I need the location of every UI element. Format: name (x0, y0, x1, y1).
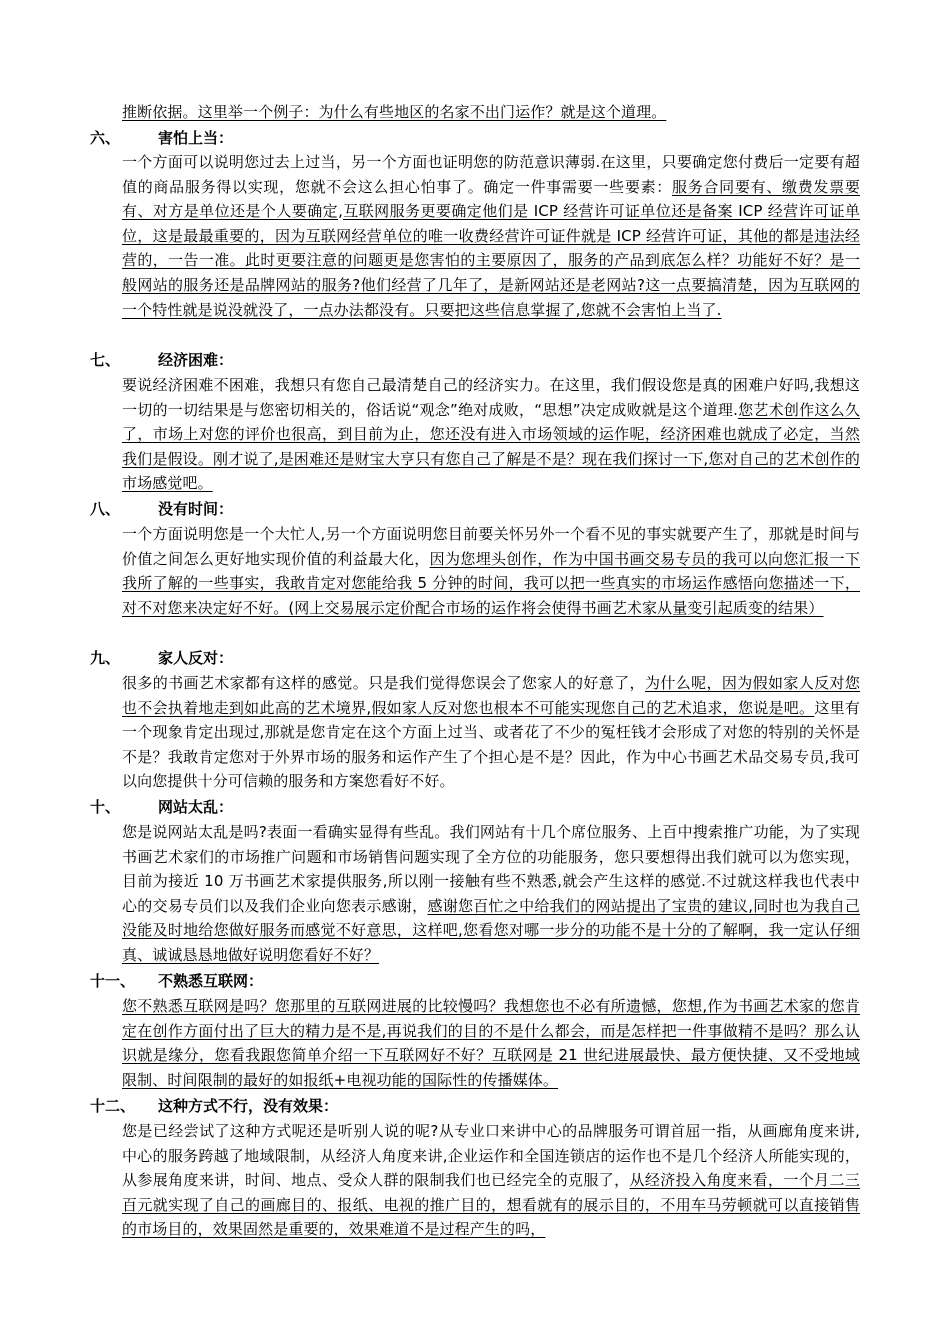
heading-12 (90, 1094, 338, 1118)
underlined-text: 从经济投入角度来看，一个月二三百元就实现了自己的画廊目的、报纸、电视的推广目的，想看就有的展示目的，不用车马劳顿就可以直接销售的市场目的，效果固然是重要的，效果难道不是过程产生的吗， (122, 1171, 860, 1239)
heading-number: 九、 (90, 649, 121, 667)
heading-8 (90, 497, 233, 521)
heading-title: 不熟悉互联网： (158, 972, 264, 990)
plain-text: 您是已经尝试了这种方式呢还是听别人说的呢?从专业口来讲中心的品牌服务可谓首屈一指，从画廊角度来讲,中心的服务跨越了地域限制，从经济人角度来讲,企业运作和全国连锁店的运作也不是几个经济人所能实现的，从参展角度来讲，时间、地点、受众人群的限制我们也已经完全的克服了， (122, 1122, 860, 1190)
underlined-text: 您艺术创作这么久了，市场上对您的评价也很高，到目前为止，您还没有进入市场领域的运作呢，经济困难也就成了必定，当然我们是假设。刚才说了,是困难还是财宝大亨只有您自己了解是不是？现在我们探讨一下,您对自己的艺术创作的市场感觉吧。 (122, 400, 860, 493)
underlined-text: 您不熟悉互联网是吗？您那里的互联网进展的比较慢吗？我想您也不必有所遗憾，您想,作为书画艺术家的您肯定在创作方面付出了巨大的精力是不是,再说我们的目的不是什么都会，而是怎样把一件事做精不是吗？那么认识就是缘分，您看我跟您简单介绍一下互联网好不好？互联网是 21 世纪进展最快、最方便快捷、又不受地域限制、时间限制的最好的如报纸+电视功能的国际性的传播媒体。 (122, 997, 860, 1089)
heading-title: 没有时间： (158, 500, 234, 518)
heading-title: 经济困难： (158, 351, 234, 369)
paragraph-top (122, 100, 860, 125)
paragraph-11 (122, 994, 860, 1092)
heading-number: 十二、 (90, 1097, 136, 1115)
paragraph-8 (122, 522, 860, 620)
underlined-text: 服务合同要有、缴费发票要有、对方是单位还是个人要确定 (122, 177, 860, 221)
heading-title: 家人反对： (158, 649, 234, 667)
heading-number: 七、 (90, 351, 121, 369)
heading-9 (90, 646, 233, 670)
underlined-text: 因为您埋头创作，作为中国书画交易专员的我可以向您汇报一下我所了解的一些事实，我敢肯定对您能给我 5 分钟的时间，我可以把一些真实的市场运作感悟向您描述一下，对不对您来决定好不好。(网上交易展示定价配合市场的运作将会使得书画艺术家从量变引起质变的结果） (122, 549, 860, 617)
heading-number: 六、 (90, 129, 121, 147)
plain-text: 您是说网站太乱是吗?表面一看确实显得有些乱。我们网站有十几个席位服务、上百中搜索推广功能，为了实现书画艺术家们的市场推广问题和市场销售问题实现了全方位的功能服务，您只要想得出我们就可以为您实现，目前为接近 10 万书画艺术家提供服务,所以刚一接触有些不熟悉,就会产生这样的感觉.不过就这样我也代表中心的交易专员们以及我们企业向您表示感谢， (122, 823, 860, 915)
paragraph-9 (122, 671, 860, 794)
plain-text: 这里有一个现象肯定出现过,那就是您肯定在这个方面上过当、或者花了不少的冤枉钱才会形成了对您的特别的关怀是不是？我敢肯定您对于外界市场的服务和运作产生了个担心是不是？因此，作为中心书画艺术品交易专员,我可以向您提供十分可信赖的服务和方案您看好不好。 (122, 698, 860, 791)
heading-title: 害怕上当： (158, 129, 234, 147)
underlined-text: 感谢您百忙之中给我们的网站提出了宝贵的建议,同时也为我自己没能及时地给您做好服务而感觉不好意思，这样吧,您看您对哪一步分的功能不是十分的了解啊，我一定认仔细真、诚诚恳恳地做好说明您看好不好？ (122, 896, 860, 964)
heading-number: 八、 (90, 500, 121, 518)
plain-text: 一个方面说明您是一个大忙人,另一个方面说明您目前要关怀另外一个看不见的事实就要产生了，那就是时间与价值之间怎么更好地实现价值的利益最大化， (122, 525, 860, 568)
paragraph-6 (122, 150, 860, 322)
plain-text: , (338, 202, 343, 221)
underlined-text: 互联网服务更要确定他们是 ICP 经营许可证单位还是备案 ICP 经营许可证单位，这是最最重要的，因为互联网经营单位的唯一收费经营许可证件就是 ICP 经营许可证，其他的都是违法经营的，一告一准。此时更要注意的问题更是您害怕的主要原因了，服务的产品到底怎么样？功能好不好？是一般网站的服务还是品牌网站的服务?他们经营了几年了，是新网站还是老网站?这一点要搞清楚，因为互联网的一个特性就是说没就没了，一点办法都没有。只要把这些信息掌握了,您就不会害怕上当了. (122, 202, 860, 319)
paragraph-10 (122, 820, 860, 968)
plain-text: 一个方面可以说明您过去上过当，另一个方面也证明您的防范意识薄弱.在这里，只要确定您付费后一定要有超值的商品服务得以实现，您就不会这么担心怕事了。确定一件事需要一些要素： (122, 153, 860, 196)
underlined-text: 为什么呢，因为假如家人反对您也不会执着地走到如此高的艺术境界,假如家人反对您也根本不可能实现您自己的艺术追求，您说是吧。 (122, 674, 860, 717)
heading-10 (90, 795, 233, 819)
paragraph-12 (122, 1119, 860, 1242)
heading-title: 网站太乱： (158, 798, 234, 816)
heading-title: 这种方式不行，没有效果： (158, 1097, 339, 1115)
heading-number: 十一、 (90, 972, 136, 990)
paragraph-7 (122, 373, 860, 496)
plain-text: 要说经济困难不困难，我想只有您自己最清楚自己的经济实力。在这里，我们假设您是真的困难户好吗,我想这一切的一切结果是与您密切相关的，俗话说“观念”绝对成败，“思想”决定成败就是这个道理. (122, 376, 860, 419)
underlined-text: 推断依据。这里举一个例子：为什么有些地区的名家不出门运作？就是这个道理。 (122, 103, 667, 121)
heading-11 (90, 969, 263, 993)
heading-7 (90, 348, 233, 372)
heading-6 (90, 126, 233, 150)
heading-number: 十、 (90, 798, 121, 816)
plain-text: 很多的书画艺术家都有这样的感觉。只是我们觉得您误会了您家人的好意了， (122, 674, 645, 692)
